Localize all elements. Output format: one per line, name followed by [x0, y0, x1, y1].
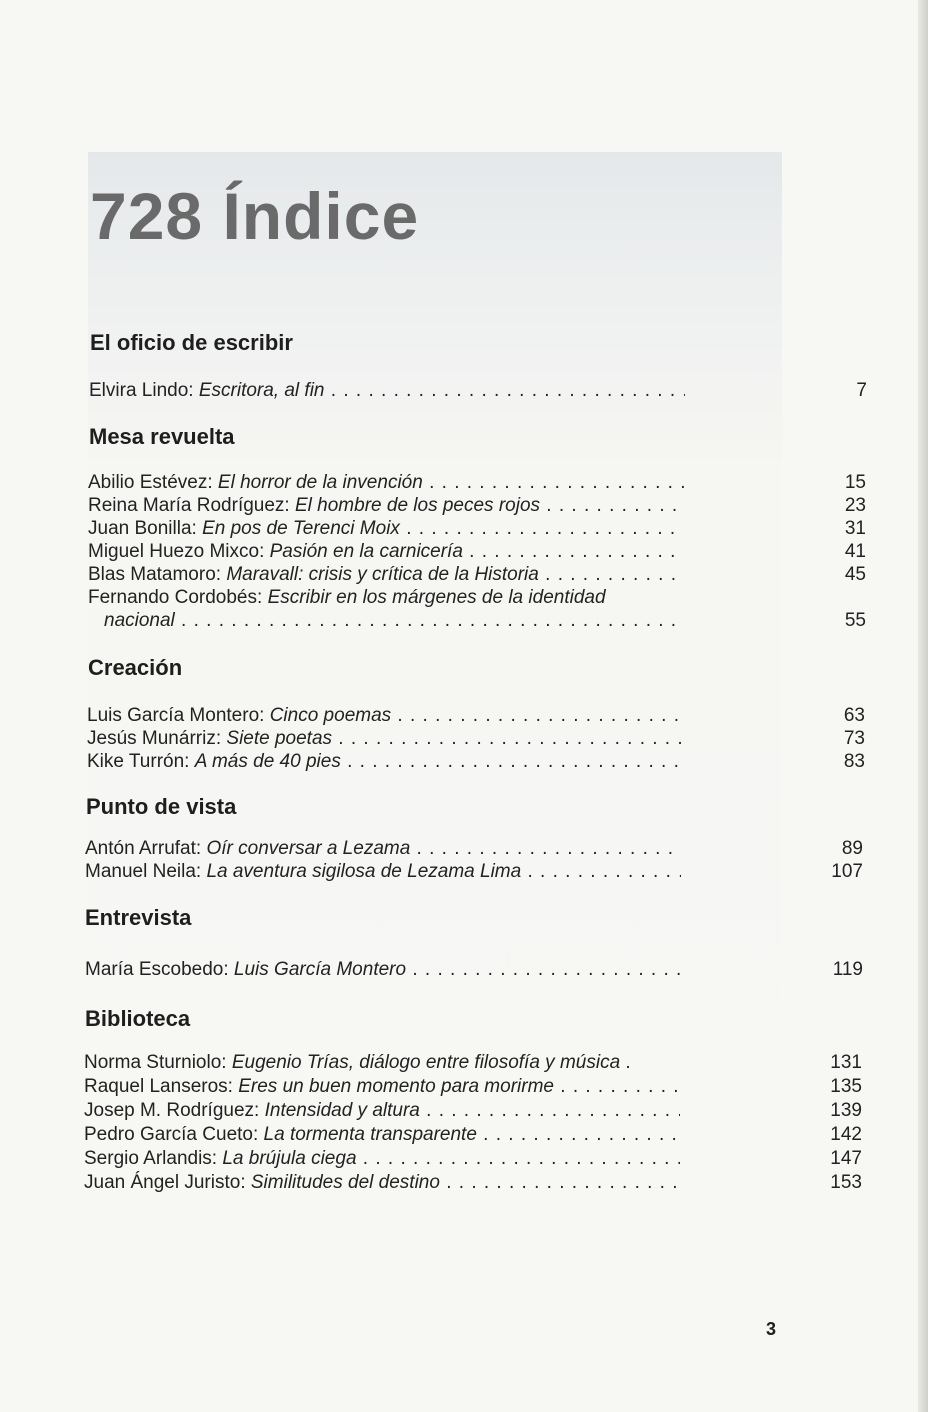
entry-author: Fernando Cordobés: [88, 587, 263, 608]
entry-work: La aventura sigilosa de Lezama Lima [206, 861, 522, 882]
entry-page-number: 41 [844, 541, 866, 562]
entry-text [84, 1099, 680, 1123]
entry-work: Pasión en la carnicería [269, 541, 463, 562]
issue-number: 728 [90, 179, 204, 253]
section-heading-el-oficio-de-escribir: El oficio de escribir [90, 330, 293, 355]
entry-work: Siete poetas [226, 728, 333, 749]
entry-page-number: 107 [831, 861, 863, 882]
entry-text [85, 860, 681, 884]
entry-text [84, 1147, 680, 1171]
page-title [90, 176, 419, 256]
entry-text [87, 727, 683, 751]
entry-text [88, 494, 684, 518]
index-title: Índice [222, 179, 420, 253]
entry-text: Norma Sturniolo: Eugenio Trías, diálogo entre filosofía y música . [84, 1052, 631, 1073]
entry-text [87, 704, 683, 728]
entry-text [84, 1123, 680, 1147]
entry-work: Escribir en los márgenes de la identidad [267, 587, 606, 608]
entry-author: Juan Bonilla: [88, 518, 197, 539]
page-edge [918, 0, 928, 1412]
entry-text [88, 471, 684, 495]
entry-page-number: 83 [843, 751, 865, 772]
entry-author: Pedro García Cueto: [84, 1124, 259, 1145]
entry-work: El hombre de los peces rojos [295, 495, 541, 516]
entry-text [85, 837, 681, 861]
entry-author: Raquel Lanseros: [84, 1076, 233, 1097]
entry-author: Manuel Neila: [85, 861, 202, 882]
entry-text [104, 609, 684, 633]
section-heading-biblioteca: Biblioteca [85, 1006, 191, 1031]
entry-text [89, 379, 685, 403]
entry-page-number: 142 [830, 1124, 862, 1145]
entry-author: Sergio Arlandis: [84, 1148, 218, 1169]
entry-work: Maravall: crisis y crítica de la Historia [226, 564, 539, 585]
entry-page-number: 119 [832, 959, 863, 980]
entry-page-number: 131 [830, 1052, 862, 1073]
entry-work-continued: nacional [104, 610, 175, 631]
entry-page-number: 139 [830, 1100, 862, 1121]
entry-page-number: 135 [830, 1076, 862, 1097]
entry-author: Antón Arrufat: [85, 838, 202, 859]
entry-text [88, 586, 684, 610]
entry-page-number: 73 [843, 728, 865, 749]
entry-work: Luis García Montero [233, 959, 407, 980]
entry-work: El horror de la invención [217, 472, 423, 493]
entry-work: Cinco poemas [269, 705, 392, 726]
entry-page-number: 55 [844, 610, 866, 631]
entry-page-number: 23 [844, 495, 866, 516]
entry-work: La brújula ciega [222, 1148, 357, 1169]
entry-work: A más de 40 pies [194, 751, 341, 772]
entry-text [87, 750, 683, 774]
entry-page-number: 15 [844, 472, 866, 493]
entry-text [84, 1171, 680, 1195]
entry-page-number: 153 [830, 1172, 862, 1193]
entry-author: Juan Ángel Juristo: [84, 1172, 246, 1193]
section-heading-entrevista: Entrevista [85, 905, 192, 930]
entry-work: Escritora, al fin [198, 380, 325, 401]
entry-author: Miguel Huezo Mixco: [88, 541, 265, 562]
entry-work: Eres un buen momento para morirme [238, 1076, 554, 1097]
entry-author: María Escobedo: [85, 959, 229, 980]
entry-work: Oír conversar a Lezama [206, 838, 411, 859]
entry-work: Eugenio Trías, diálogo entre filosofía y música [231, 1052, 621, 1073]
entry-page-number: 31 [844, 518, 866, 539]
entry-author: Jesús Munárriz: [87, 728, 222, 749]
entry-work: Similitudes del destino [250, 1172, 440, 1193]
entry-page-number: 45 [844, 564, 866, 585]
entry-text [88, 540, 684, 564]
entry-page-number: 7 [856, 380, 867, 401]
entry-author: Abilio Estévez: [88, 472, 213, 493]
entry-text [84, 1075, 680, 1099]
entry-text [88, 563, 684, 587]
entry-author: Elvira Lindo: [89, 380, 194, 401]
entry-author: Luis García Montero: [87, 705, 265, 726]
folio-page-number: 3 [765, 1319, 776, 1339]
entry-work: La tormenta transparente [263, 1124, 477, 1145]
entry-text [88, 517, 684, 541]
entry-text [85, 958, 681, 982]
entry-work: En pos de Terenci Moix [202, 518, 400, 539]
entry-work: Intensidad y altura [264, 1100, 420, 1121]
entry-author: Reina María Rodríguez: [88, 495, 290, 516]
entry-page-number: 147 [830, 1148, 862, 1169]
entry-page-number: 63 [843, 705, 865, 726]
entry-author: Blas Matamoro: [88, 564, 222, 585]
entry-author: Kike Turrón: [87, 751, 190, 772]
section-heading-creacion: Creación [88, 655, 183, 680]
section-heading-mesa-revuelta: Mesa revuelta [89, 424, 235, 449]
entry-author: Norma Sturniolo: [84, 1052, 227, 1073]
section-heading-punto-de-vista: Punto de vista [86, 794, 237, 819]
entry-author: Josep M. Rodríguez: [84, 1100, 260, 1121]
entry-page-number: 89 [841, 838, 863, 859]
